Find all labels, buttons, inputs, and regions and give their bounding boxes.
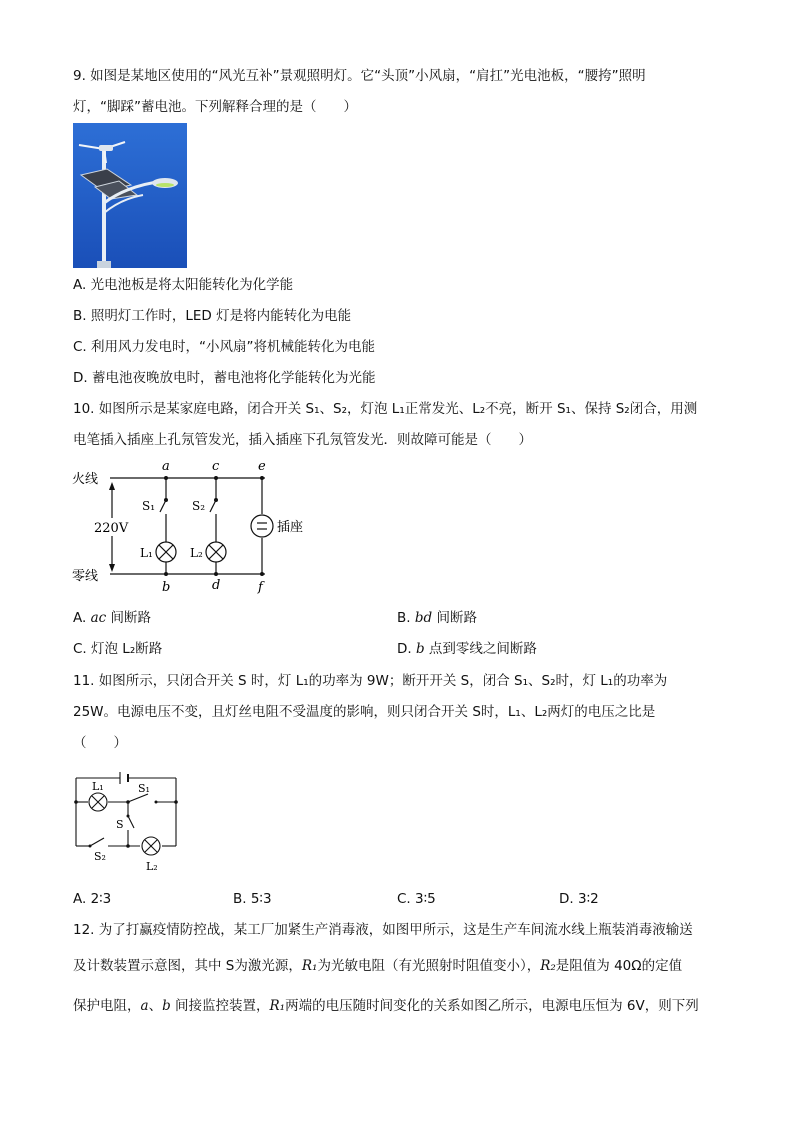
q12-line2: 及计数装置示意图，其中 S为激光源，R₁为光敏电阻（有光照射时阻值变小），R₂是阻值为 40Ω的定值 — [73, 958, 683, 974]
node-e: e — [258, 459, 266, 474]
q11-line3: （ ） — [73, 735, 127, 751]
street-lamp-photo — [73, 123, 187, 268]
neutral-wire-label: 零线 — [72, 569, 99, 584]
lamp-l1-label: L₁ — [140, 546, 153, 560]
switch-s2-label: S₂ — [192, 499, 206, 513]
q11-option-a: A. 2∶3 — [73, 891, 112, 907]
q11-option-d: D. 3∶2 — [559, 891, 599, 907]
q10-line1: 10. 如图所示是某家庭电路，闭合开关 S₁、S₂，灯泡 L₁正常发光、L₂不亮，断开 S₁、保持 S₂闭合，用测 — [73, 401, 698, 417]
node-f: f — [258, 580, 263, 595]
node-a: a — [162, 459, 170, 474]
node-b: b — [162, 580, 171, 595]
q10-option-d: D. b 点到零线之间断路 — [397, 641, 537, 657]
q9-option-a: A. 光电池板是将太阳能转化为化学能 — [73, 277, 294, 293]
q12-line1: 12. 为了打赢疫情防控战，某工厂加紧生产消毒液，如图甲所示，这是生产车间流水线上瓶装消毒液输送 — [73, 922, 693, 938]
q12-line3: 保护电阻，a、b 间接监控装置，R₁两端的电压随时间变化的关系如图乙所示，电源电压恒为 6V，则下列 — [73, 998, 699, 1014]
q11-line2: 25W。电源电压不变，且灯丝电阻不受温度的影响，则只闭合开关 S时，L₁、L₂两灯的电压之比是 — [73, 704, 656, 720]
series-parallel-circuit-diagram — [70, 764, 185, 876]
household-circuit-diagram — [70, 456, 330, 596]
q10-line2: 电笔插入插座上孔氖管发光，插入插座下孔氖管发光．则故障可能是（ ） — [73, 432, 532, 448]
switch-s-label-q11: S — [116, 818, 124, 831]
node-c: c — [212, 459, 220, 474]
voltage-label: 220V — [94, 521, 129, 536]
socket-label: 插座 — [277, 520, 304, 535]
lamp-l2-label-q11: L₂ — [146, 860, 158, 873]
switch-s1-label: S₁ — [142, 499, 156, 513]
q10-option-a: A. ac 间断路 — [73, 610, 151, 626]
switch-s1-label-q11: S₁ — [138, 782, 150, 795]
switch-s2-label-q11: S₂ — [94, 850, 106, 863]
lamp-l2-label: L₂ — [190, 546, 203, 560]
q9-option-c: C. 利用风力发电时，“小风扇”将机械能转化为电能 — [73, 339, 375, 355]
q9-line2: 灯，“脚踩”蓄电池。下列解释合理的是（ ） — [73, 99, 357, 115]
q10-option-c: C. 灯泡 L₂断路 — [73, 641, 163, 657]
lamp-l1-label-q11: L₁ — [92, 780, 104, 793]
q9-option-d: D. 蓄电池夜晚放电时，蓄电池将化学能转化为光能 — [73, 370, 376, 386]
node-d: d — [212, 578, 221, 593]
q9-option-b: B. 照明灯工作时，LED 灯是将内能转化为电能 — [73, 308, 352, 324]
q11-option-b: B. 5∶3 — [233, 891, 272, 907]
q11-option-c: C. 3∶5 — [397, 891, 436, 907]
q11-line1: 11. 如图所示，只闭合开关 S 时，灯 L₁的功率为 9W；断开开关 S，闭合 S₁、S₂时，灯 L₁的功率为 — [73, 673, 668, 689]
q10-option-b: B. bd 间断路 — [397, 610, 477, 626]
q9-line1: 9. 如图是某地区使用的“风光互补”景观照明灯。它“头顶”小风扇，“肩扛”光电池板，“腰挎”照明 — [73, 68, 646, 84]
live-wire-label: 火线 — [72, 472, 99, 487]
